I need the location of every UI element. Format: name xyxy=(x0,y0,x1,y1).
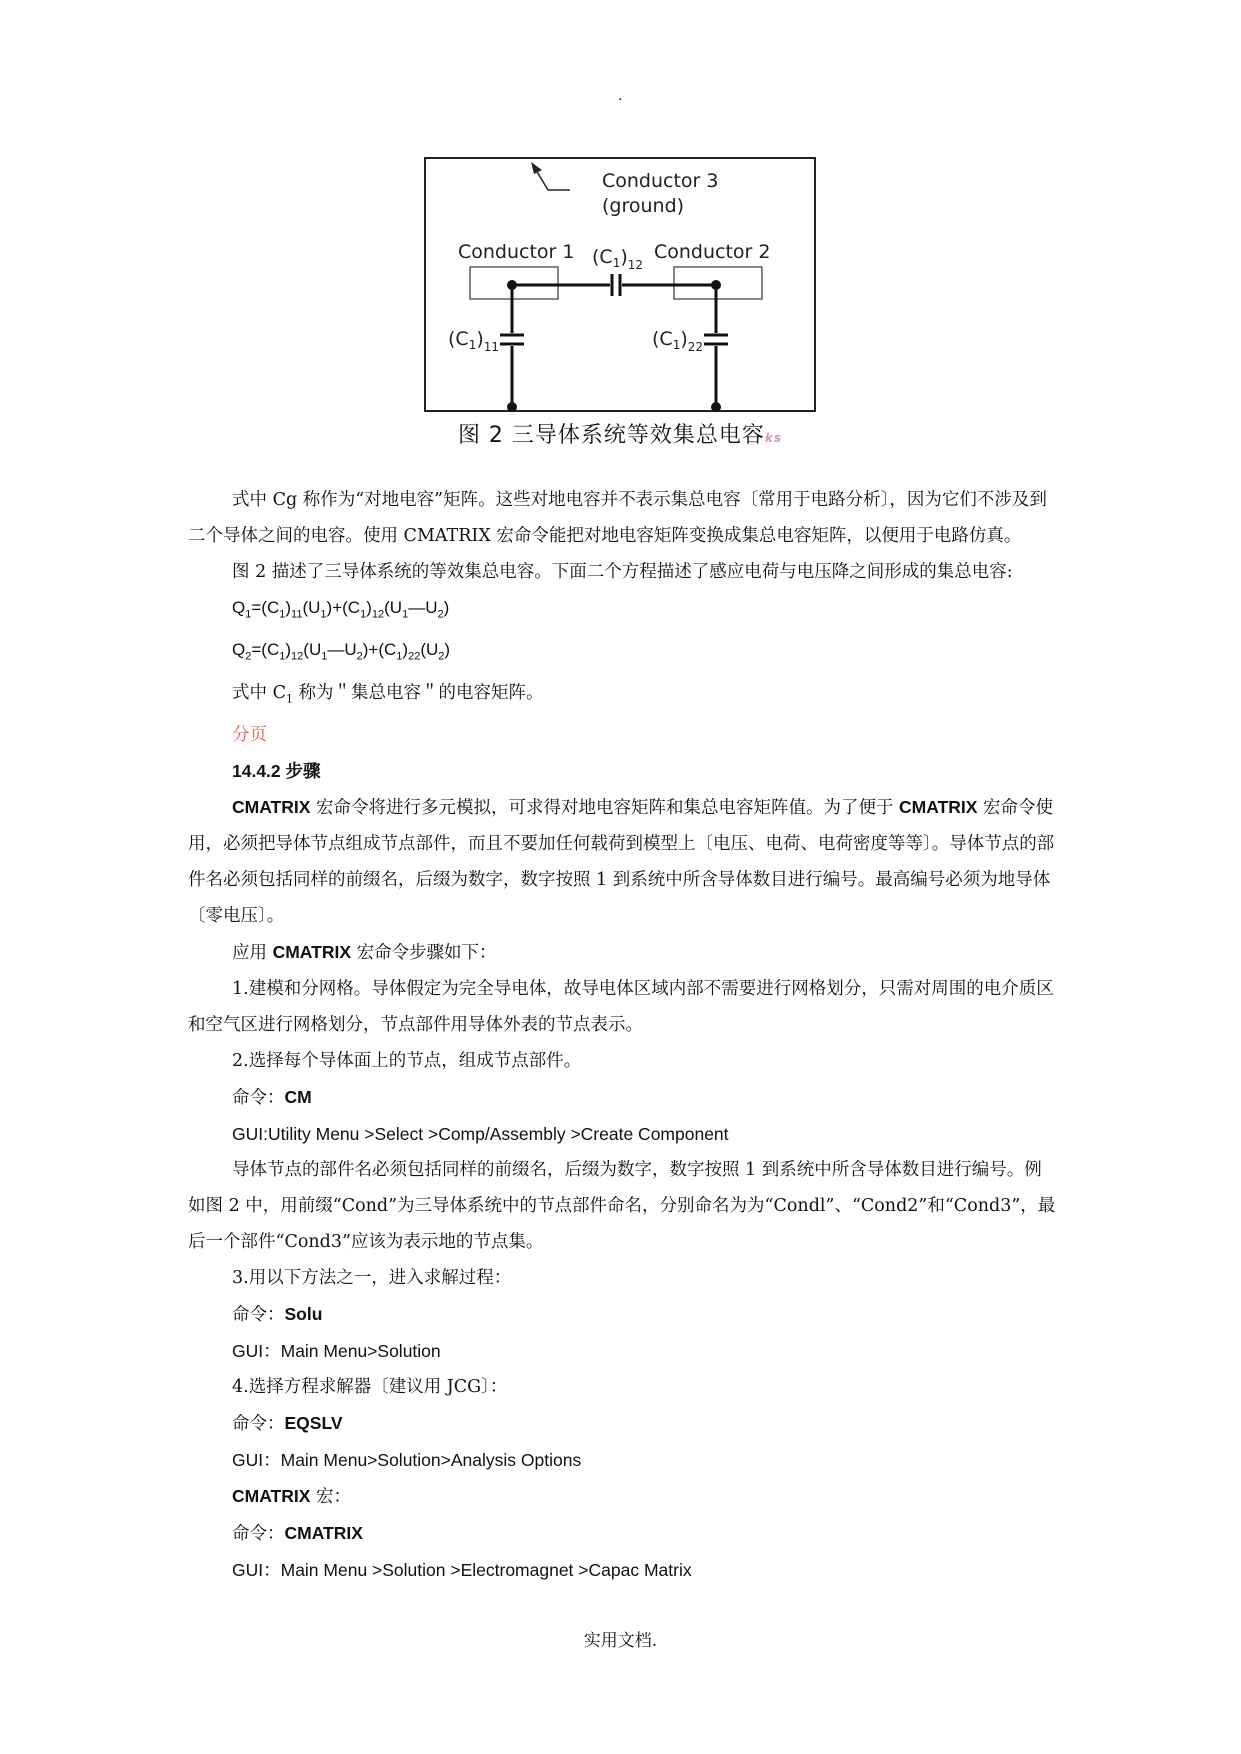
page-footer: 实用文档. xyxy=(583,1631,658,1651)
ground-label: (ground) xyxy=(602,195,685,217)
caption-text: 图 2 三导体系统等效集总电容 xyxy=(457,423,765,448)
header-dot: . xyxy=(618,88,623,104)
c11-label: $(C_1)_{11}$ xyxy=(448,328,500,354)
paragraph-fig2: 图 2 描述了三导体系统的等效集总电容。下面二个方程描述了感应电荷与电压降之间形成的集总电容: xyxy=(232,562,1013,582)
gui-path-3: GUI：Main Menu>Solution xyxy=(232,1341,441,1362)
gui-path-1: GUI:Utility Menu >Select >Comp/Assembly >Create Component xyxy=(232,1124,729,1145)
step-3: 3.用以下方法之一，进入求解过程： xyxy=(232,1268,512,1289)
document-body xyxy=(188,482,1056,1588)
circuit-diagram xyxy=(424,157,816,412)
command-eqslv: 命令：EQSLV xyxy=(232,1413,343,1435)
conductor1-label: Conductor 1 xyxy=(458,241,575,263)
page-break-marker: 分页 xyxy=(232,725,267,746)
paragraph-component-naming: 导体节点的部件名必须包括同样的前缀名，后缀为数字，数字按照 1 到系统中所含导体数目进行编号。例如图 2 中，用前缀“Cond”为三导体系统中的节点部件命名，分别命名为为“Condl”、“Cond2”和“Cond3”，最后一个部件“Cond3”应该为表示地的节点集。 xyxy=(188,1160,1056,1253)
equation-q1: $Q_1=(C_1)_{11}(U_1)+(C_1)_{12}(U_1—U_2)$ xyxy=(232,598,450,621)
conductor3-label: Conductor 3 xyxy=(602,170,719,192)
node-dot xyxy=(507,402,517,412)
command-solu: 命令：Solu xyxy=(232,1304,323,1326)
equation-q2: $Q_2=(C_1)_{12}(U_1—U_2)+(C_1)_{22}(U_2)$ xyxy=(232,640,451,663)
command-cm: 命令：CM xyxy=(232,1087,312,1109)
gui-path-4: GUI：Main Menu>Solution>Analysis Options xyxy=(232,1450,582,1471)
paragraph-cg: 式中 Cg 称作为“对地电容”矩阵。这些对地电容并不表示集总电容〔常用于电路分析〕，因为它们不涉及到二个导体之间的电容。使用 CMATRIX 宏命令能把对地电容矩阵变换成集总电容矩阵，以便用于电路仿真。 xyxy=(188,490,1047,546)
command-cmatrix: 命令：CMATRIX xyxy=(232,1523,363,1545)
section-heading: 14.4.2 步骤 xyxy=(232,761,321,782)
paragraph-cmatrix: CMATRIX 宏命令将进行多元模拟，可求得对地电容矩阵和集总电容矩阵值。为了便于 CMATRIX 宏命令使用，必须把导体节点组成节点部件，而且不要加任何载荷到模型上〔电压、电荷、电荷密度等等〕。导体节点的部件名必须包括同样的前缀名，后缀为数字，数字按照 1 到系统中所含导体数目进行编号。最高编号必须为地导体〔零电压〕。 xyxy=(188,797,1055,927)
paragraph-steps-intro: 应用 CMATRIX 宏命令步骤如下： xyxy=(232,942,497,964)
conductor2-label: Conductor 2 xyxy=(654,241,771,263)
paragraph-c1: 式中 $C_1$ 称为＂集总电容＂的电容矩阵。 xyxy=(232,682,544,706)
gui-path-5: GUI：Main Menu >Solution >Electromagnet >Capac Matrix xyxy=(232,1560,692,1581)
watermark: ks xyxy=(764,431,783,445)
step-1: 1.建模和分网格。导体假定为完全导电体，故导电体区域内部不需要进行网格划分，只需对周围的电介质区和空气区进行网格划分，节点部件用导体外表的节点表示。 xyxy=(188,979,1054,1036)
macro-heading: CMATRIX 宏： xyxy=(232,1486,351,1508)
figure-caption xyxy=(424,418,816,449)
step-4: 4.选择方程求解器〔建议用 JCG〕： xyxy=(232,1377,508,1398)
c22-label: $(C_1)_{22}$ xyxy=(652,328,704,354)
step-2: 2.选择每个导体面上的节点，组成节点部件。 xyxy=(232,1051,582,1072)
node-dot xyxy=(711,402,721,412)
c12-label: $(C_1)_{12}$ xyxy=(592,246,644,272)
